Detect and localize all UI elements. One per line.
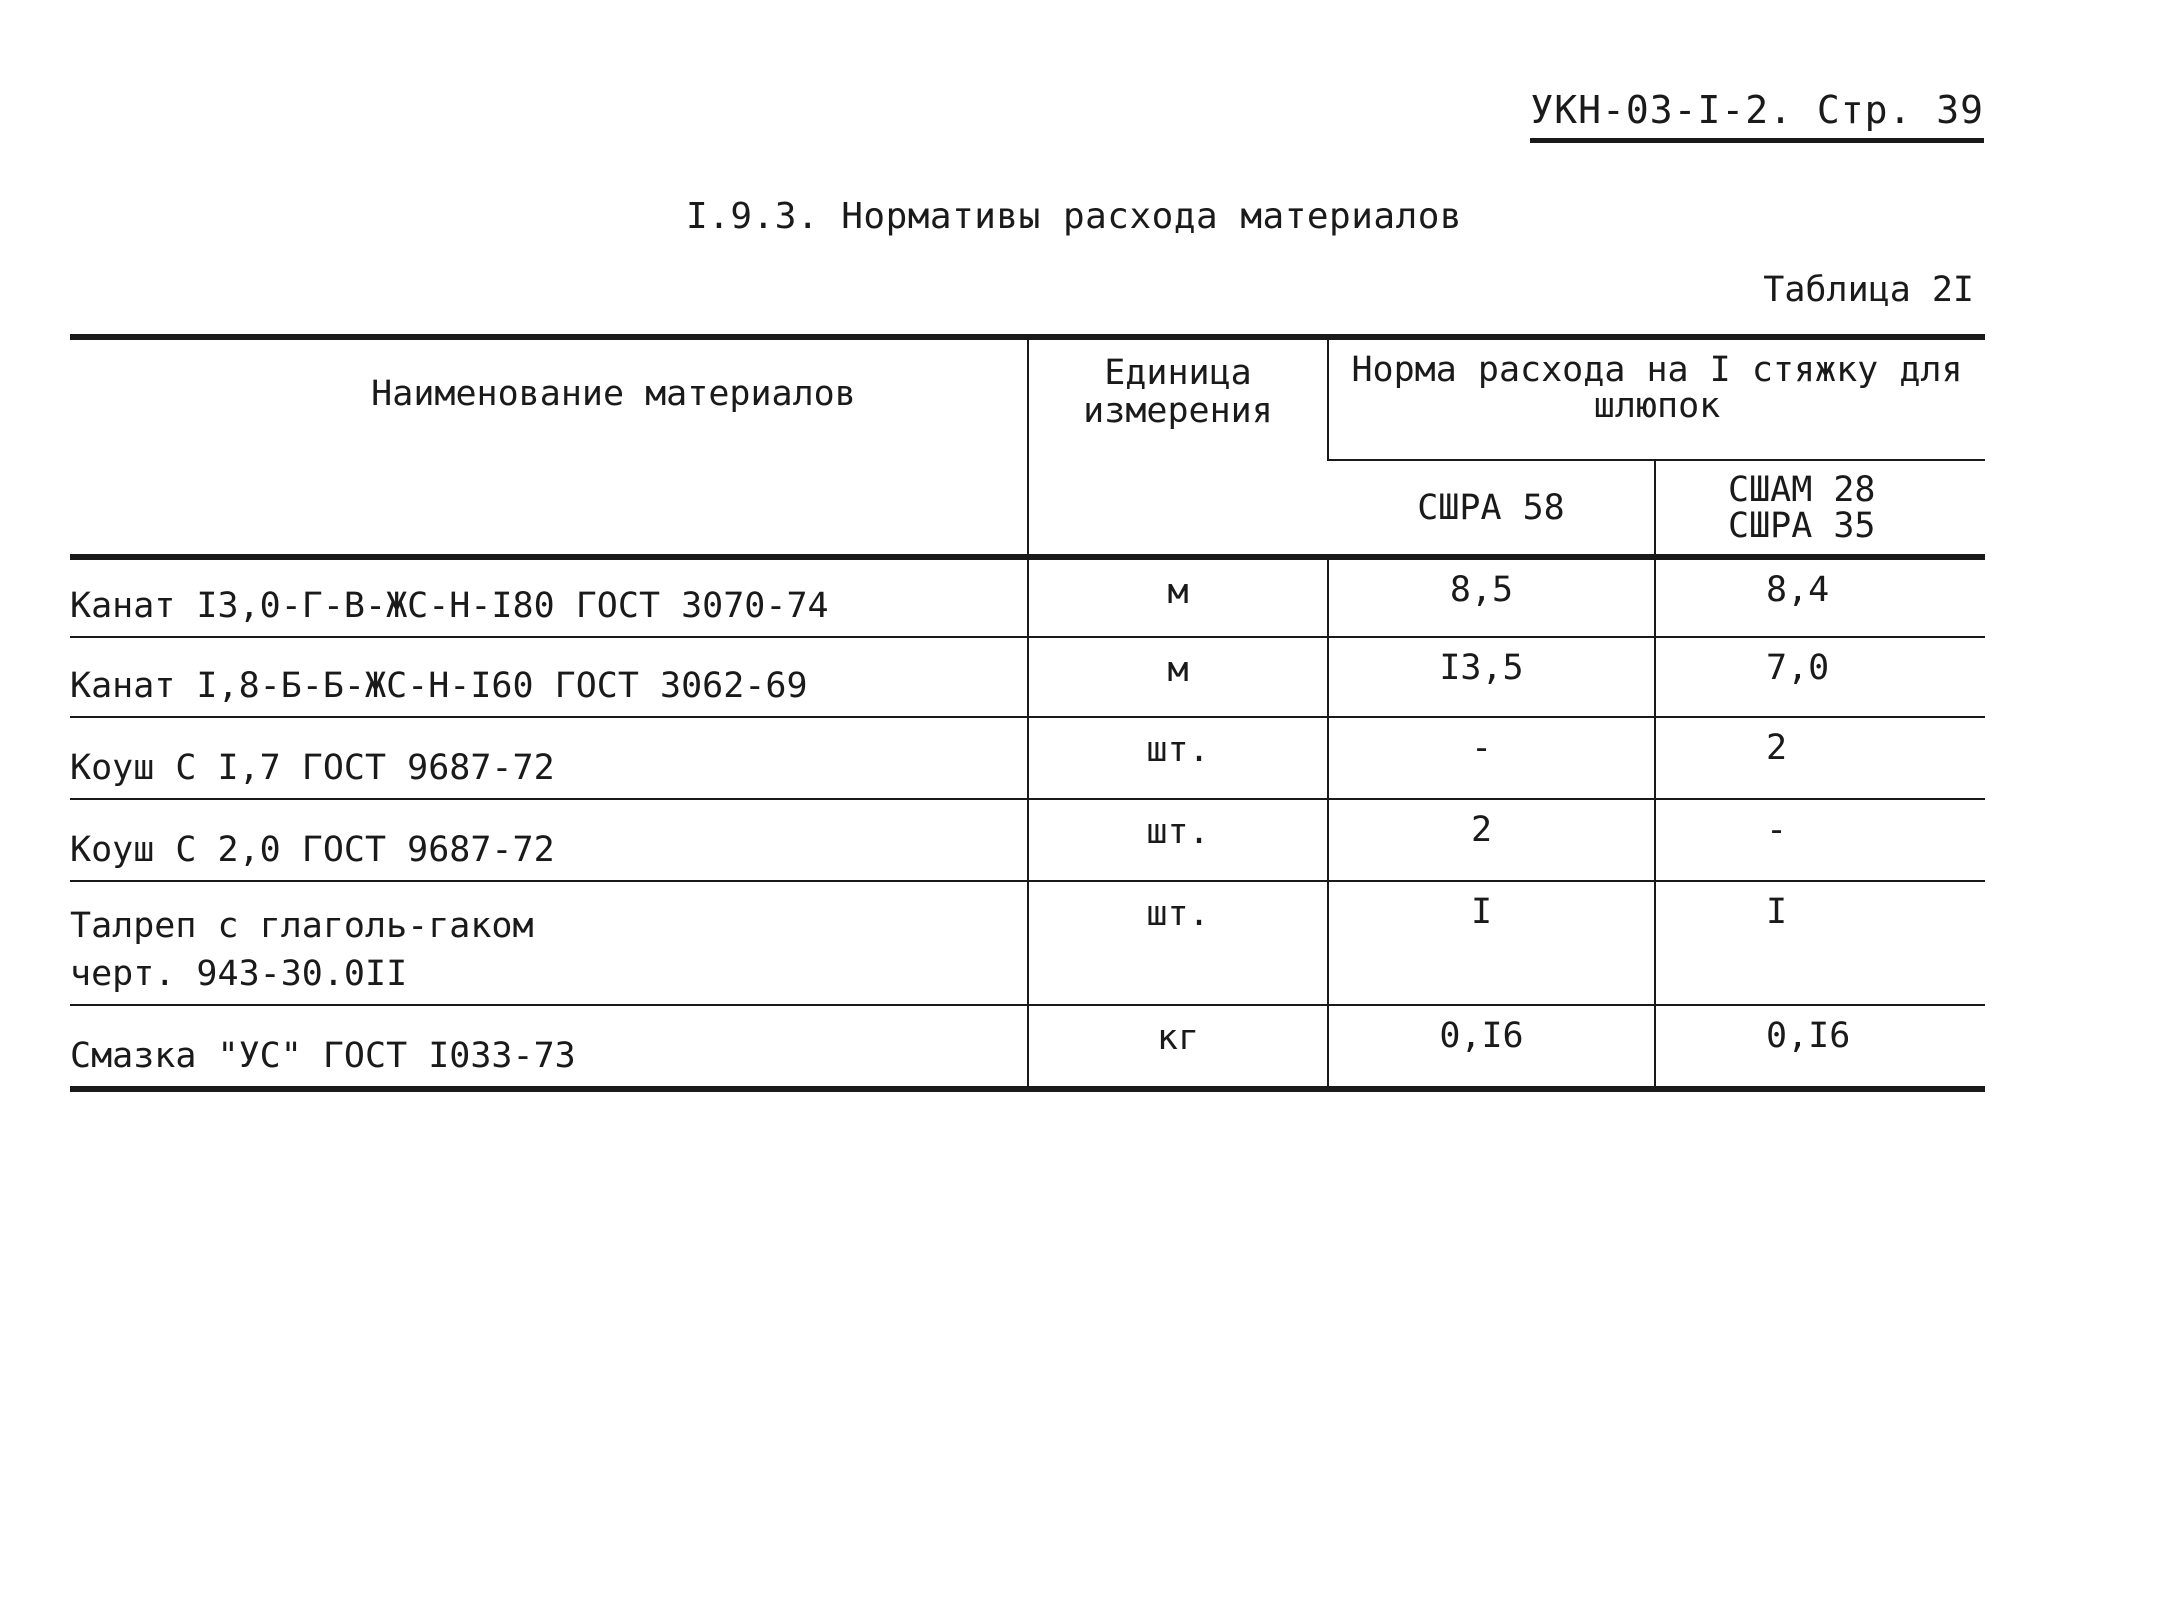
column-header-material-name: Наименование материалов [70,337,1028,557]
unit-cell: шт. [1028,881,1328,1005]
column-header-norm-line1: Норма расхода на I стяжку для [1351,350,1963,390]
table-row [70,881,1985,1005]
table-number: Таблица 2I [1763,270,1974,310]
norm-boat-a: 8,5 [1328,557,1655,637]
material-name-line1: Талреп с глаголь-гаком [70,906,534,946]
column-header-boat-b-line2: СШРА 35 [1728,505,1876,546]
norm-boat-a: 0,I6 [1328,1005,1655,1089]
norm-boat-a: - [1328,717,1655,799]
material-name: Коуш С I,7 ГОСТ 9687-72 [70,717,1028,799]
norm-boat-a: I3,5 [1328,637,1655,717]
norm-boat-b: I [1655,881,1985,1005]
norm-boat-b: - [1655,799,1985,881]
material-name: Коуш С 2,0 ГОСТ 9687-72 [70,799,1028,881]
table-row [70,717,1985,799]
column-header-unit-line2: измерения [1083,391,1273,431]
column-header-unit-line1: Единица [1104,353,1252,393]
column-header-boat-a: СШРА 58 [1328,460,1655,557]
norm-boat-b: 8,4 [1655,557,1985,637]
column-header-norm-line2: шлюпок [1593,386,1721,426]
material-name: Канат I3,0-Г-В-ЖС-Н-I80 ГОСТ 3070-74 [70,557,1028,637]
norm-boat-b: 2 [1655,717,1985,799]
norm-boat-a: I [1328,881,1655,1005]
norm-boat-a: 2 [1328,799,1655,881]
unit-cell: м [1028,557,1328,637]
unit-cell: м [1028,637,1328,717]
material-name-line2: черт. 943-30.0II [70,954,408,994]
unit-cell: кг [1028,1005,1328,1089]
page-reference: УКН-03-I-2. Стр. 39 [1530,88,1984,143]
norm-boat-b: 0,I6 [1655,1005,1985,1089]
column-header-boat-b [1655,460,1985,557]
unit-cell: шт. [1028,799,1328,881]
table-header-row [70,337,1985,460]
unit-cell: шт. [1028,717,1328,799]
table-row [70,637,1985,717]
column-header-unit [1028,337,1328,557]
section-title: I.9.3. Нормативы расхода материалов [686,196,1463,237]
material-name [70,881,1028,1005]
material-name: Канат I,8-Б-Б-ЖС-Н-I60 ГОСТ 3062-69 [70,637,1028,717]
materials-norms-table [70,334,1985,1092]
table-row [70,799,1985,881]
material-name: Смазка "УС" ГОСТ I033-73 [70,1005,1028,1089]
norm-boat-b: 7,0 [1655,637,1985,717]
column-header-boat-b-line1: СШАМ 28 [1728,469,1876,510]
column-header-consumption-norm [1328,337,1985,460]
table-row [70,557,1985,637]
table-row [70,1005,1985,1089]
